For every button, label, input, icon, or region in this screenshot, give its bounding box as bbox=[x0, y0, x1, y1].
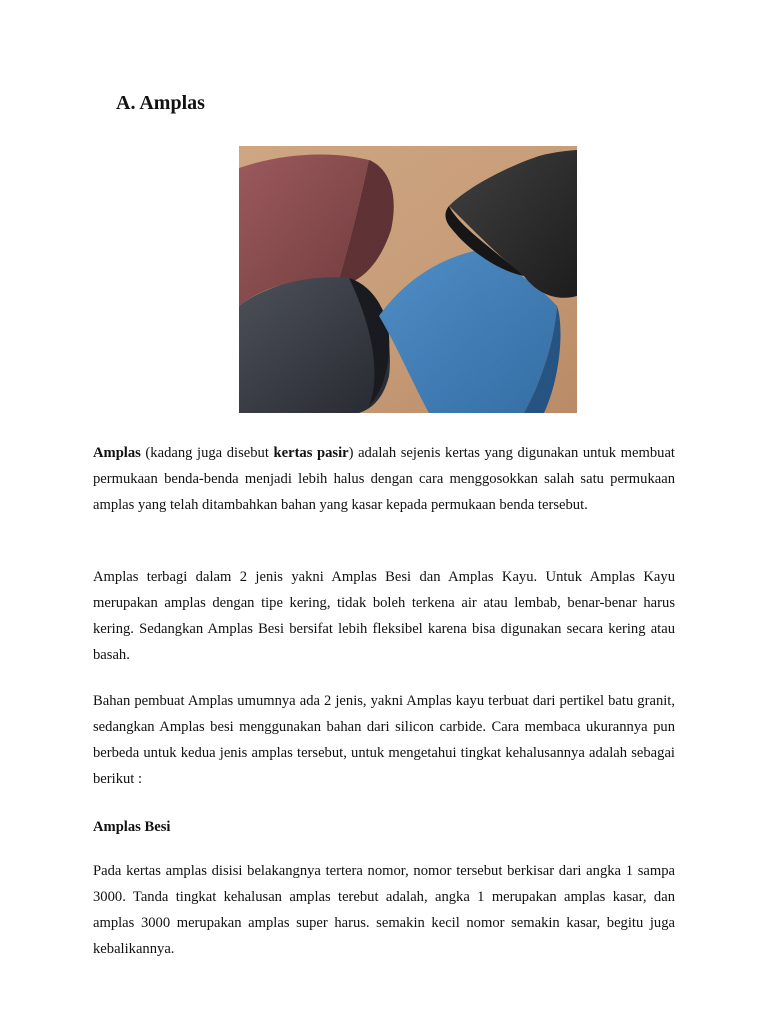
para1-text-b: ) adalah sejenis kertas yang digunakan untuk membuat permukaan benda-benda menjadi lebih halus dengan cara menggosokkan salah satu permukaan amplas yang telah ditambahkan bahan yang kasar kepada permukaan benda tersebut. bbox=[93, 445, 675, 513]
term-kertas-pasir: kertas pasir bbox=[273, 445, 349, 461]
subheading-amplas-besi: Amplas Besi bbox=[93, 819, 171, 835]
paragraph-materials: Bahan pembuat Amplas umumnya ada 2 jenis, yakni Amplas kayu terbuat dari pertikel batu granit, sedangkan Amplas besi menggunakan bahan dari silicon carbide. Cara membaca ukurannya pun berbeda untuk kedua jenis amplas tersebut, untuk mengetahui tingkat kehalusannya adalah sebagai berikut : bbox=[93, 693, 675, 787]
section-heading: A. Amplas bbox=[116, 92, 205, 114]
sandpaper-rolls-image bbox=[239, 146, 577, 413]
paragraph-grit-numbers: Pada kertas amplas disisi belakangnya tertera nomor, nomor tersebut berkisar dari angka 1 sampa 3000. Tanda tingkat kehalusan amplas terebut adalah, angka 1 merupakan amplas kasar, dan amplas 3000 merupakan amplas super harus. semakin kecil nomor semakin kasar, begitu juga kebalikannya. bbox=[93, 863, 675, 957]
para1-text-a: (kadang juga disebut bbox=[140, 445, 274, 461]
paragraph-definition bbox=[93, 440, 675, 518]
paragraph-types: Amplas terbagi dalam 2 jenis yakni Amplas Besi dan Amplas Kayu. Untuk Amplas Kayu merupakan amplas dengan tipe kering, tidak boleh terkena air atau lembab, benar-benar harus kering. Sedangkan Amplas Besi bersifat lebih fleksibel karena bisa digunakan secara kering atau basah. bbox=[93, 569, 675, 663]
term-amplas: Amplas bbox=[93, 445, 141, 461]
